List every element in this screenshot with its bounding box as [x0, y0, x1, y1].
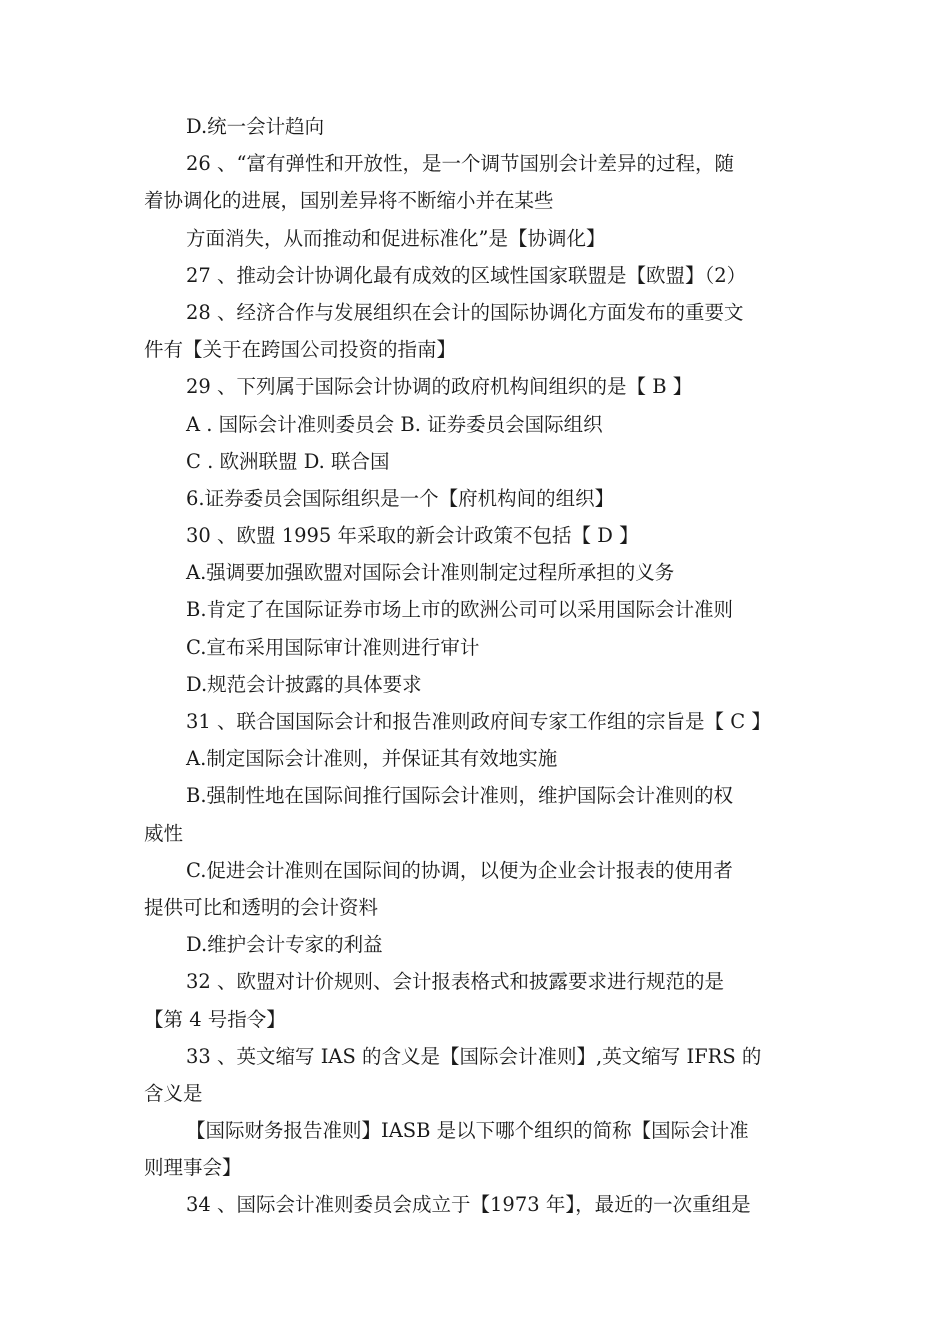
text-line: 28 、经济合作与发展组织在会计的国际协调化方面发布的重要文: [186, 300, 744, 324]
text-line: 33 、英文缩写 IAS 的含义是【国际会计准则】,英文缩写 IFRS 的: [186, 1044, 762, 1068]
text-line: 30 、欧盟 1995 年采取的新会计政策不包括【 D 】: [186, 524, 639, 548]
text-line: C . 欧洲联盟 D. 联合国: [186, 449, 390, 473]
text-line: 27 、推动会计协调化最有成效的区域性国家联盟是【欧盟】（2）: [186, 263, 747, 287]
text-line: A.制定国际会计准则，并保证其有效地实施: [186, 747, 558, 771]
text-line: 着协调化的进展，国别差异将不断缩小并在某些: [144, 189, 554, 213]
text-line: 【国际财务报告准则】IASB 是以下哪个组织的简称【国际会计准: [186, 1119, 749, 1143]
text-line: 29 、下列属于国际会计协调的政府机构间组织的是【 B 】: [186, 375, 693, 399]
text-line: 则理事会】: [144, 1156, 242, 1180]
text-line: D.维护会计专家的利益: [186, 933, 383, 957]
document-body: [144, 108, 812, 1224]
text-line: 提供可比和透明的会计资料: [144, 895, 379, 919]
text-line: 【第 4 号指令】: [144, 1007, 286, 1031]
text-line: 31 、联合国国际会计和报告准则政府间专家工作组的宗旨是【 C 】: [186, 710, 771, 733]
text-line: 含义是: [144, 1081, 203, 1105]
text-line: A . 国际会计准则委员会 B. 证券委员会国际组织: [186, 412, 603, 436]
text-line: 方面消失，从而推动和促进标准化”是【协调化】: [186, 226, 606, 250]
text-line: A.强调要加强欧盟对国际会计准则制定过程所承担的义务: [186, 561, 675, 585]
text-line: 34 、国际会计准则委员会成立于【1973 年】，最近的一次重组是: [186, 1193, 751, 1217]
text-line: 件有【关于在跨国公司投资的指南】: [144, 338, 457, 362]
text-line: C.宣布采用国际审计准则进行审计: [186, 635, 480, 659]
text-line: B.强制性地在国际间推行国际会计准则，维护国际会计准则的权: [186, 784, 734, 808]
text-line: 26 、“富有弹性和开放性，是一个调节国别会计差异的过程，随: [186, 152, 734, 176]
text-line: 32 、欧盟对计价规则、会计报表格式和披露要求进行规范的是: [186, 970, 725, 994]
text-line: 威性: [144, 821, 184, 845]
text-line: D.统一会计趋向: [186, 115, 325, 138]
text-line: 6.证券委员会国际组织是一个【府机构间的组织】: [186, 486, 615, 510]
text-line: C.促进会计准则在国际间的协调，以便为企业会计报表的使用者: [186, 858, 733, 882]
text-line: D.规范会计披露的具体要求: [186, 672, 422, 696]
text-line: B.肯定了在国际证券市场上市的欧洲公司可以采用国际会计准则: [186, 598, 734, 622]
